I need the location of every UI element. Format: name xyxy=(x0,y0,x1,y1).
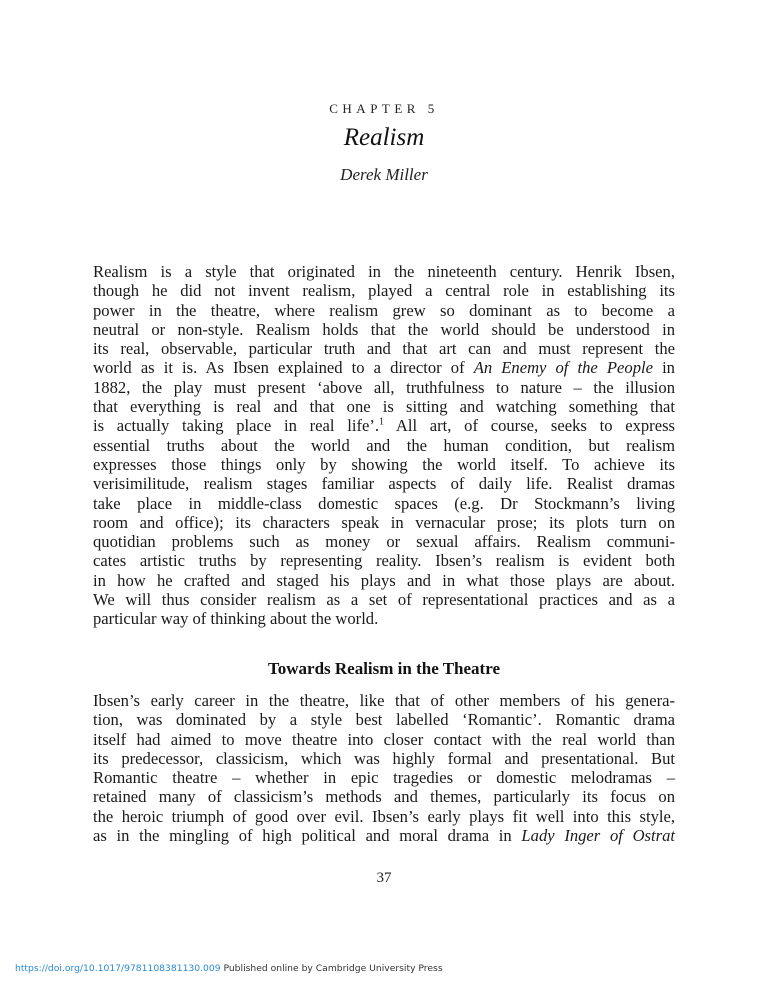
line-text: that everything is real and that one is sitting and watching something that xyxy=(93,397,675,417)
line-text: All art, of course, seeks to express xyxy=(384,416,675,436)
line-text: 1882, the play must present ‘above all, truthfulness to nature – the illusion xyxy=(93,377,675,397)
text-line xyxy=(93,749,675,768)
footnote-marker[interactable]: 1 xyxy=(379,416,385,428)
line-text: is actually taking place in real life’. xyxy=(93,416,380,436)
paragraph-romantic xyxy=(93,691,675,845)
text-line xyxy=(93,730,675,749)
text-line xyxy=(93,378,675,397)
text-line xyxy=(93,691,675,710)
line-text: verisimilitude, realism stages familiar aspects of daily life. Realist dramas xyxy=(93,474,675,494)
section-heading: Towards Realism in the Theatre xyxy=(267,659,501,678)
line-text: cates artistic truths by representing reality. Ibsen’s realism is evident both xyxy=(93,551,675,571)
text-line xyxy=(93,590,675,609)
text-line xyxy=(93,787,675,806)
line-text: though he did not invent realism, played a central role in establishing its xyxy=(93,281,675,301)
chapter-author: Derek Miller xyxy=(340,165,428,184)
line-text: essential truths about the world and the human condition, but realism xyxy=(93,435,675,455)
text-line xyxy=(93,551,675,570)
line-text: its real, observable, particular truth and that art can and must represent the xyxy=(93,339,675,359)
play-title-lady-inger-of-ostrat: Lady Inger of Ostrat xyxy=(521,826,675,846)
text-line xyxy=(93,262,675,281)
line-text: in how he crafted and staged his plays and in what those plays are about. xyxy=(93,570,675,590)
paragraph-intro xyxy=(93,262,675,629)
line-text: tion, was dominated by a style best labelled ‘Romantic’. Romantic drama xyxy=(93,710,675,730)
line-text: power in the theatre, where realism grew so dominant as to become a xyxy=(93,300,675,320)
line-text: expresses those things only by showing the world itself. To achieve its xyxy=(93,454,675,474)
line-text: neutral or non-style. Realism holds that the world should be understood in xyxy=(93,319,675,339)
text-line xyxy=(93,710,675,729)
text-line xyxy=(93,320,675,339)
line-text: particular way of thinking about the world. xyxy=(93,609,379,629)
text-line xyxy=(93,826,675,845)
text-line xyxy=(93,339,675,358)
text-line xyxy=(93,436,675,455)
text-line xyxy=(93,281,675,300)
line-text: the heroic triumph of good over evil. Ibsen’s early plays fit well into this style, xyxy=(93,806,675,826)
line-text: in xyxy=(652,358,675,378)
line-text: We will thus consider realism as a set of representational practices and as a xyxy=(93,590,675,610)
chapter-title: Realism xyxy=(343,124,425,151)
play-title-an-enemy-of-the-people: An Enemy of the People xyxy=(473,358,653,378)
line-text: Realism is a style that originated in the nineteenth century. Henrik Ibsen, xyxy=(93,262,675,281)
line-text: as in the mingling of high political and moral drama in xyxy=(93,826,522,846)
text-line xyxy=(93,301,675,320)
doi-link[interactable]: https://doi.org/10.1017/9781108381130.009 xyxy=(15,963,221,974)
text-line xyxy=(93,397,675,416)
line-text: world as it is. As Ibsen explained to a director of xyxy=(93,358,474,378)
line-text: quotidian problems such as money or sexual affairs. Realism communi- xyxy=(93,532,675,552)
line-text: Ibsen’s early career in the theatre, like that of other members of his genera- xyxy=(93,691,675,710)
text-line xyxy=(93,416,675,435)
text-line xyxy=(93,807,675,826)
page-number: 37 xyxy=(376,870,392,886)
text-line xyxy=(93,358,675,377)
text-line xyxy=(93,768,675,787)
line-text: itself had aimed to move theatre into closer contact with the real world than xyxy=(93,729,675,749)
text-line xyxy=(93,474,675,493)
line-text: Romantic theatre – whether in epic tragedies or domestic melodramas – xyxy=(93,768,675,788)
line-text: its predecessor, classicism, which was highly formal and presentational. But xyxy=(93,748,675,768)
text-line xyxy=(93,494,675,513)
text-line xyxy=(93,513,675,532)
chapter-label: CHAPTER 5 xyxy=(329,101,439,116)
line-text: take place in middle-class domestic spaces (e.g. Dr Stockmann’s living xyxy=(93,493,675,513)
published-online-text: Published online by Cambridge University Press xyxy=(220,963,443,974)
text-line xyxy=(93,532,675,551)
text-line xyxy=(93,455,675,474)
text-line xyxy=(93,571,675,590)
line-text: retained many of classicism’s methods and themes, particularly its focus on xyxy=(93,787,675,807)
line-text: room and office); its characters speak in vernacular prose; its plots turn on xyxy=(93,512,675,532)
footer-citation xyxy=(15,963,443,974)
text-line xyxy=(93,609,675,628)
